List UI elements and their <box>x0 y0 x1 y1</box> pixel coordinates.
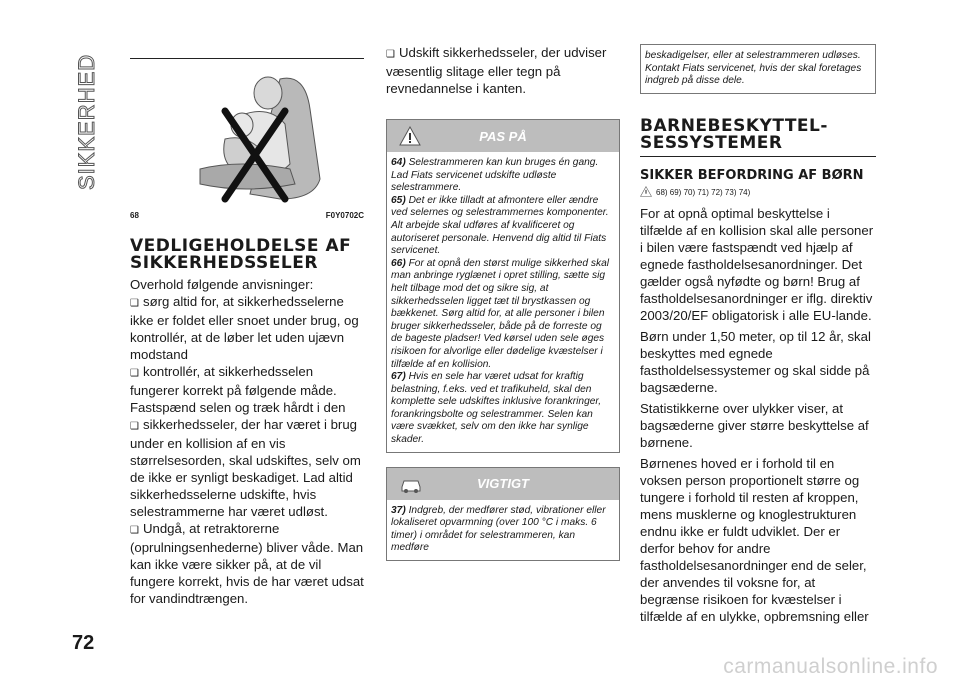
warning-item: 65) Det er ikke tilladt at afmontere eller ændre ved selernes og selestrammernes komponenter. Alt arbejde skal udføres af kvalificeret og autoriseret personale. Henvend dig altid til Fiats servicenet. <box>391 194 609 257</box>
figure-68 <box>130 59 364 209</box>
warning-item: 64) Selestrammeren kan kun bruges én gang. Lad Fiats servicenet udskifte udløste selestrammere. <box>391 157 599 194</box>
important-header <box>387 468 619 500</box>
figure-caption <box>130 211 364 220</box>
caution-body <box>387 152 619 452</box>
watermark: carmanualsonline.info <box>723 655 938 678</box>
important-continued-text: beskadigelser, eller at selestrammeren udløses. Kontakt Fiats servicenet, hvis der skal foretages indgreb på disse dele. <box>645 50 862 87</box>
caution-header <box>387 120 619 152</box>
important-continued-box <box>640 44 876 94</box>
warning-item: 67) Hvis en sele har været udsat for kraftig belastning, f.eks. ved et trafikuheld, skal den komplette sele udskiftes inklusive forankringer, forankringsbolte og selestrammer. Selen kan være svækket, selv om den ikke har synlige skader. <box>391 371 602 446</box>
bullet-item: ❑ Undgå, at retraktorerne (oprulningsenhederne) bliver våde. Man kan ikke være sikker på, at de vil fungere korrekt, hvis de har været udsat for vandindtrængen. <box>130 520 364 607</box>
warning-item: 66) For at opnå den størst mulige sikkerhed skal man anbringe ryglænet i opret stilling, sætte sig helt tilbage mod det og sikre sig, at sikkerhedsselen ligget tæt til brystkassen og bækkenet. Sørg altid for, at alle personer i bilen bruger sikkerhedsseler, både på de forreste og de bageste pladser! Ved kørsel uden sele øges risikoen for alvorlige eller dødelige kvæstelser i tilfælde af en kollision. <box>391 257 610 370</box>
section-side-tab: SIKKERHED <box>74 53 99 190</box>
warning-triangle-icon <box>399 126 421 151</box>
important-title: VIGTIGT <box>477 476 529 492</box>
warning-triangle-icon <box>640 186 652 199</box>
body-paragraph: Børn under 1,50 meter, op til 12 år, skal beskyttes med egnede fastholdelsessystemer og skal sidde på bagsæderne. <box>640 328 871 395</box>
body-paragraph: Statistikkerne over ulykker viser, at bagsæderne giver større beskyttelse af børnene. <box>640 400 869 450</box>
subsection-heading: SIKKER BEFORDRING AF BØRN <box>640 167 864 183</box>
bullet-item: ❑ kontrollér, at sikkerhedsselen fungerer korrekt på følgende måde. Fastspænd selen og træk hårdt i den <box>130 363 364 416</box>
figure-code: F0Y0702C <box>325 211 364 220</box>
child-on-lap-crossed-illustration <box>130 59 364 209</box>
column-1 <box>130 58 364 607</box>
section-heading: BARNEBESKYTTEL-SESSYSTEMER <box>640 115 828 153</box>
important-body <box>387 500 619 560</box>
figure-number: 68 <box>130 211 139 220</box>
important-box <box>386 467 620 561</box>
warning-references: 68) 69) 70) 71) 72) 73) 74) <box>640 186 876 199</box>
bullet-item: ❑ sikkerhedsseler, der har været i brug under en kollision af en vis størrelsesorden, skal udskiftes, selv om de ikke er synligt beskadiget. Lad altid sikkerhedsselerne udskifte, hvis selestrammerne har været udløst. <box>130 416 364 520</box>
bullet-item: ❑ sørg altid for, at sikkerhedsselerne ikke er foldet eller snoet under brug, og kontrollér, at de løber let uden ujævn modstand <box>130 293 364 363</box>
body-paragraph: For at opnå optimal beskyttelse i tilfælde af en kollision skal alle personer i bilen være fastspændt ved hjælp af egnede fastholdelsesanordninger. Det gælder også nyfødte og børn! Brug af fastholdelsesanordninger er iflg. direktiv 2003/20/EF obligatorisk i alle EU-lande. <box>640 205 874 323</box>
caution-title: PAS PÅ <box>479 128 527 144</box>
section-heading: VEDLIGEHOLDELSE AF SIKKERHEDSSELER <box>130 236 352 273</box>
warning-item: 37) Indgreb, der medfører stød, vibrationer eller lokaliseret opvarmning (over 100 °C i maks. 6 timer) i området for selestrammeren, kan medføre <box>391 504 606 554</box>
car-damage-icon <box>399 474 423 499</box>
body-paragraph: Børnenes hoved er i forhold til en voksen person proportionelt større og tungere i forhold til resten af kroppen, mens musklerne og knoglestrukturen endnu ikke er fuldt udviklet. Der er derfor behov for andre fastholdelsesanordninger end de seler, der anvendes til voksne for, at begrænse risikoen for kvæstelser i tilfælde af en ulykke, opbremsning eller <box>640 455 869 624</box>
intro-text: Overhold følgende anvisninger: <box>130 277 314 292</box>
caution-box <box>386 119 620 453</box>
column-3 <box>640 44 876 625</box>
bullet-item: ❑ Udskift sikkerhedsseler, der udviser væsentlig slitage eller tegn på revnedannelse i kanten. <box>386 44 620 97</box>
page-number: 72 <box>72 632 95 654</box>
heading-rule <box>640 156 876 157</box>
column-2 <box>386 44 620 561</box>
